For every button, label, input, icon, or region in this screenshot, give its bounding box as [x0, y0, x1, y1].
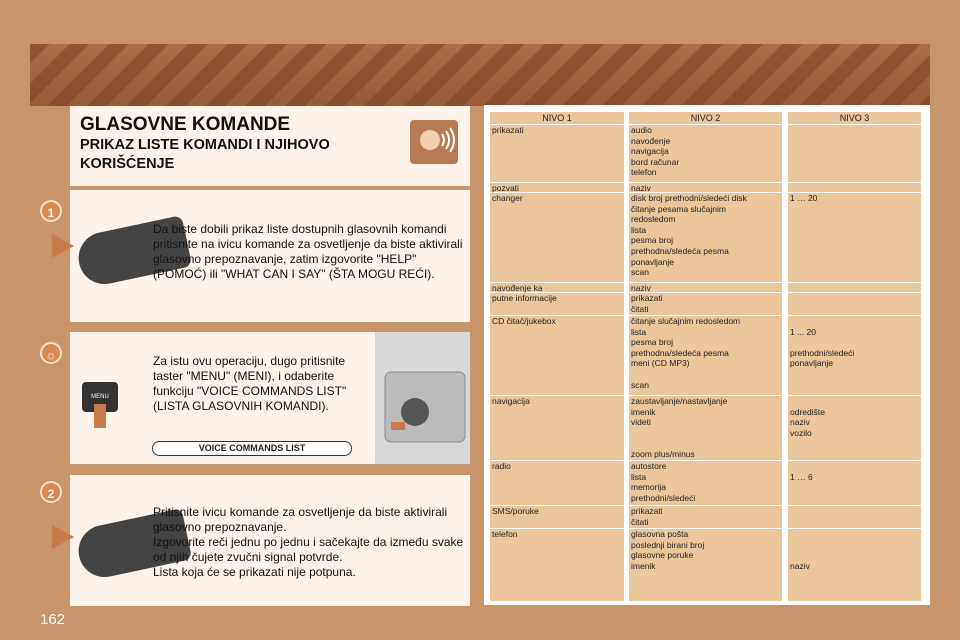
table-cell: naziv: [629, 283, 782, 292]
voice-commands-list-screen: VOICE COMMANDS LIST: [152, 441, 352, 456]
table-cell: 1 … 6: [788, 461, 921, 505]
table-cell: autostore lista memorija prethodni/sledeći: [629, 461, 782, 505]
table-cell: glasovna pošta poslednji birani broj glasovne poruke imenik: [629, 529, 782, 601]
audio-console-image: [375, 332, 470, 464]
step-menu-panel: [45, 332, 470, 464]
table-header: NIVO 2: [629, 112, 782, 124]
table-cell: naziv: [629, 183, 782, 192]
table-cell: zaustavljanje/nastavljanje imenik videti zoom plus/minus: [629, 396, 782, 460]
table-cell: CD čitač/jukebox: [490, 316, 624, 395]
table-cell: odredište naziv vozilo: [788, 396, 921, 460]
step-badge-2: 2: [40, 481, 62, 503]
title-panel: [70, 106, 470, 186]
table-cell: telefon: [490, 529, 624, 601]
arrow-up-icon: [94, 404, 106, 428]
arrow-icon: [52, 525, 74, 549]
table-cell: putne informacije: [490, 293, 624, 315]
table-cell: prikazati čitati: [629, 506, 782, 528]
table-cell: radio: [490, 461, 624, 505]
step-2-panel: [47, 475, 470, 606]
table-cell: [788, 125, 921, 182]
step-2-text: Pritisnite ivicu komande za osvetljenje da biste aktivirali glasovno prepoznavanje. Izgovorite reči jednu po jednu i sačekajte da između svake od njih čujete zvučni signal potvrde. Lista koja će se prikazati nije potpuna.: [153, 505, 464, 579]
table-cell: [788, 183, 921, 192]
decorative-banner: [30, 44, 930, 106]
table-cell: prikazati: [490, 125, 624, 182]
table-cell: SMS/poruke: [490, 506, 624, 528]
table-cell: [788, 506, 921, 528]
table-cell: 1 ... 20 prethodni/sledeći ponavljanje: [788, 316, 921, 395]
table-header: NIVO 1: [490, 112, 624, 124]
step-1-text: Da biste dobili prikaz liste dostupnih glasovnih komandi pritisnite na ivicu komande za osvetljenje da biste aktivirali glasovno prepoznavanje, zatim izgovorite "HELP" (POMOĆ) ili "WHAT CAN I SAY" (ŠTA MOGU REĆI).: [153, 222, 463, 281]
table-cell: disk broj prethodni/sledeći disk čitanje pesama slučajnim redosledom lista pesma broj prethodna/sledeća pesma ponavljanje scan: [629, 193, 782, 282]
voice-commands-table: [484, 105, 930, 605]
table-cell: changer: [490, 193, 624, 282]
arrow-icon: [52, 234, 74, 258]
page-number: 162: [40, 611, 66, 628]
table-cell: [788, 293, 921, 315]
tip-sun-icon: ☼: [40, 342, 62, 364]
step-1-panel: [47, 190, 470, 322]
voice-recognition-icon: [410, 120, 458, 164]
table-header: NIVO 3: [788, 112, 921, 124]
step-badge-1: 1: [40, 200, 62, 222]
table-cell: navigacija: [490, 396, 624, 460]
table-cell: prikazati čitati: [629, 293, 782, 315]
table-cell: pozvati: [490, 183, 624, 192]
table-cell: naziv: [788, 529, 921, 601]
table-cell: čitanje slučajnim redosledom lista pesma broj prethodna/sledeća pesma meni (CD MP3) scan: [629, 316, 782, 395]
step-menu-text: Za istu ovu operaciju, dugo pritisnite taster "MENU" (MENI), i odaberite funkciju "VOICE COMMANDS LIST" (LISTA GLASOVNIH KOMANDI).: [153, 354, 347, 413]
menu-button-icon: MENU: [82, 382, 118, 412]
table-cell: navođenje ka: [490, 283, 624, 292]
table-cell: 1 … 20: [788, 193, 921, 282]
table-cell: audio navođenje navigacija bord računar telefon: [629, 125, 782, 182]
page-subtitle: PRIKAZ LISTE KOMANDI I NJIHOVO KORIŠĆENJE: [80, 137, 330, 172]
page-title: GLASOVNE KOMANDE: [80, 114, 291, 135]
table-cell: [788, 283, 921, 292]
